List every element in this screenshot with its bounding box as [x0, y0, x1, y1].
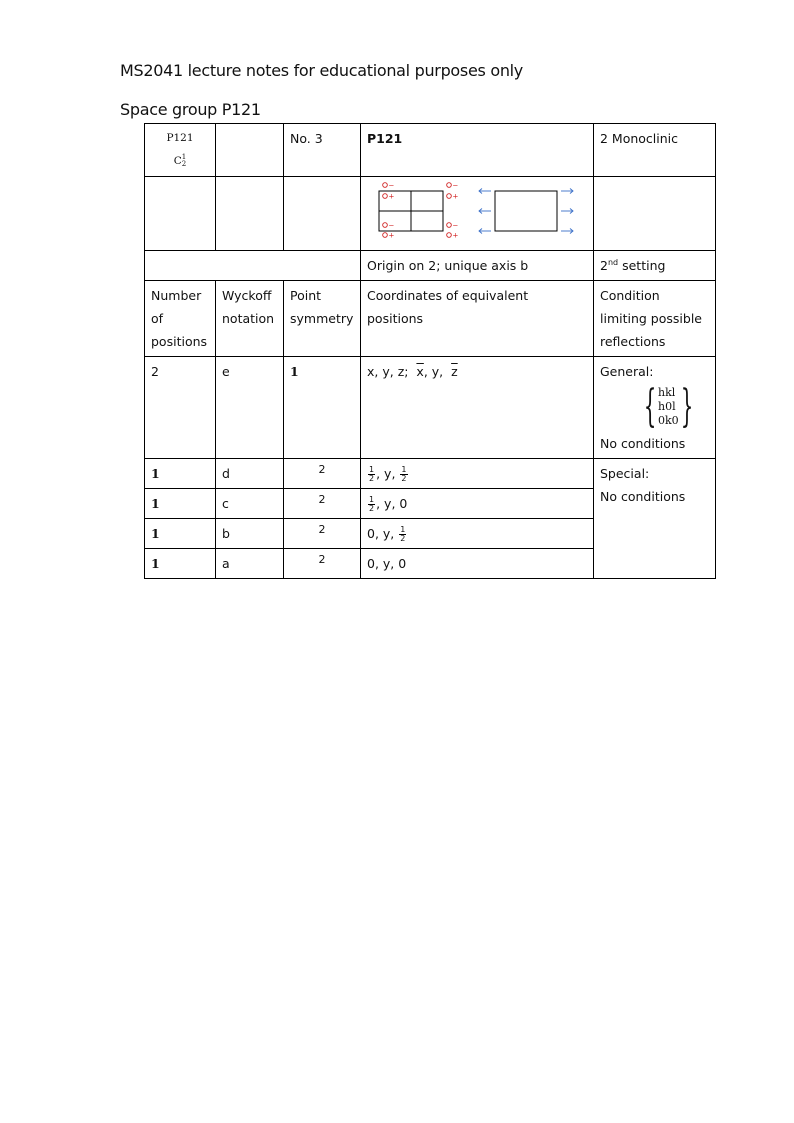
coordinates-header: Coordinates of equivalent positions [361, 281, 594, 357]
multiplicity: 1 [145, 489, 216, 519]
wyckoff-letter: c [216, 489, 284, 519]
general-condition-note: No conditions [600, 436, 686, 451]
position-circle [447, 194, 452, 199]
diagram-cell [361, 177, 594, 251]
position-circle [447, 233, 452, 238]
origin-description: Origin on 2; unique axis b [361, 251, 594, 281]
position-circle [447, 223, 452, 228]
plus-sign: + [452, 192, 459, 201]
column-header-row [145, 281, 716, 357]
empty-cell [216, 124, 284, 177]
position-circle [447, 183, 452, 188]
site-symmetry: 2 [284, 489, 361, 519]
general-position-row [145, 357, 716, 459]
wyckoff-letter: e [216, 357, 284, 459]
minus-sign: − [388, 221, 395, 230]
section-title: Space group P121 [120, 100, 261, 119]
special-condition-note: No conditions [600, 489, 686, 504]
site-symmetry: 2 [284, 519, 361, 549]
minus-sign: − [452, 181, 459, 190]
multiplicity: 2 [145, 357, 216, 459]
multiplicity: 1 [145, 459, 216, 489]
general-label: General: [600, 364, 654, 379]
crystal-system: 2 Monoclinic [594, 124, 716, 177]
special-conditions [594, 459, 716, 579]
plus-sign: + [388, 231, 395, 240]
multiplicity: 1 [145, 519, 216, 549]
symbol-cell [145, 124, 216, 177]
multiplicity: 1 [145, 549, 216, 579]
position-circle [383, 223, 388, 228]
site-symmetry: 1 [284, 357, 361, 459]
plus-sign: + [388, 192, 395, 201]
condition-header: Condition limiting possible reflections [594, 281, 716, 357]
reflection-class: hkl [658, 386, 676, 399]
special-coordinates: $\frac{1}{2}$ , y, 0 [361, 489, 594, 519]
document-title: MS2041 lecture notes for educational purposes only [120, 61, 523, 80]
general-conditions [594, 357, 716, 459]
special-position-row-d [145, 459, 716, 489]
diagram-row [145, 177, 716, 251]
wyckoff-letter: d [216, 459, 284, 489]
reflection-class: h0l [658, 400, 676, 413]
site-symmetry: 2 [284, 549, 361, 579]
reflection-class: 0k0 [658, 414, 679, 427]
empty-cell [216, 177, 284, 251]
general-coordinates: x, y, z; $\overline{x}$, y, $\overline{z}$ [361, 357, 594, 459]
left-brace-icon: { [643, 381, 657, 432]
unit-cell-frame [495, 191, 557, 231]
position-circle [383, 233, 388, 238]
setting-description: 2nd setting [594, 251, 716, 281]
empty-cell [145, 177, 216, 251]
position-circle [383, 183, 388, 188]
origin-row [145, 251, 716, 281]
minus-sign: − [388, 181, 395, 190]
number-of-positions-header: Number of positions [145, 281, 216, 357]
equivalent-positions-diagram [379, 182, 459, 240]
reflection-classes [636, 381, 709, 432]
twofold-axis-arrows [479, 189, 573, 234]
wyckoff-letter: b [216, 519, 284, 549]
symmetry-diagram [361, 177, 591, 243]
wyckoff-notation-header: Wyckoff notation [216, 281, 284, 357]
minus-sign: − [452, 221, 459, 230]
hermann-mauguin-symbol: P121 [166, 132, 194, 144]
symmetry-elements-diagram [479, 189, 573, 234]
empty-cell [594, 177, 716, 251]
right-brace-icon: } [680, 381, 693, 432]
special-coordinates: 0, y, $\frac{1}{2}$ [361, 519, 594, 549]
space-group-symbol: P121 [361, 124, 594, 177]
point-symmetry-header: Point symmetry [284, 281, 361, 357]
empty-cell [284, 177, 361, 251]
position-circle [383, 194, 388, 199]
schoenflies-symbol: C 1 2 [173, 153, 187, 168]
special-coordinates: $\frac{1}{2}$ , y, $\frac{1}{2}$ [361, 459, 594, 489]
plus-sign: + [452, 231, 459, 240]
empty-cell [145, 251, 361, 281]
wyckoff-letter: a [216, 549, 284, 579]
space-group-number: No. 3 [284, 124, 361, 177]
special-label: Special: [600, 466, 650, 481]
space-group-table [144, 123, 716, 579]
special-coordinates: 0, y, 0 [361, 549, 594, 579]
site-symmetry: 2 [284, 459, 361, 489]
header-row [145, 124, 716, 177]
